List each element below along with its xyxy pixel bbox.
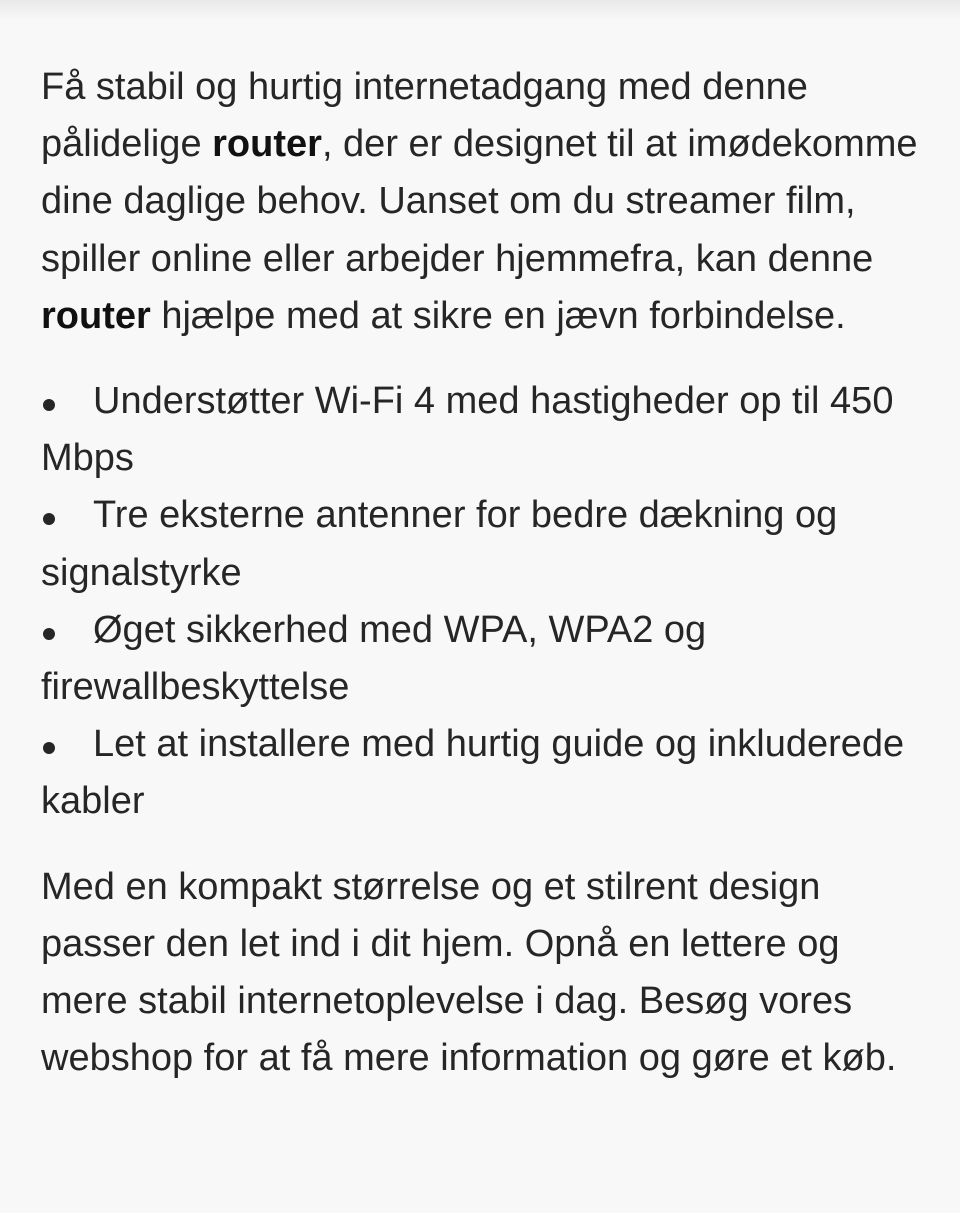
top-shadow xyxy=(0,0,960,20)
feature-item xyxy=(41,716,921,830)
intro-text-1: Få stabil og hurtig internetadgang med denne pålidelige xyxy=(41,66,808,166)
intro-text-2: , der er designet til at imødekomme dine daglige behov. Uanset om du streamer film, spiller online eller arbejder hjemmefra, kan denne xyxy=(41,123,918,280)
product-description xyxy=(41,59,921,1087)
router-keyword-1: router xyxy=(212,123,322,166)
closing-paragraph: Med en kompakt størrelse og et stilrent design passer den let ind i dit hjem. Opnå en lettere og mere stabil internetoplevelse i dag. Besøg vores webshop for at få mere information og gøre et køb. xyxy=(41,865,897,1080)
feature-item xyxy=(41,373,921,487)
feature-item xyxy=(41,487,921,601)
intro-text-3: hjælpe med at sikre en jævn forbindelse. xyxy=(150,294,846,337)
feature-text: Understøtter Wi-Fi 4 med hastigheder op til 450 Mbps xyxy=(41,380,894,480)
feature-item xyxy=(41,602,921,716)
feature-text: Let at installere med hurtig guide og inkluderede kabler xyxy=(41,723,905,823)
feature-text: Øget sikkerhed med WPA, WPA2 og firewallbeskyttelse xyxy=(41,608,707,709)
intro-paragraph xyxy=(41,59,921,345)
feature-list xyxy=(41,373,921,831)
feature-text: Tre eksterne antenner for bedre dækning og signalstyrke xyxy=(41,494,838,594)
router-keyword-2: router xyxy=(41,294,151,337)
